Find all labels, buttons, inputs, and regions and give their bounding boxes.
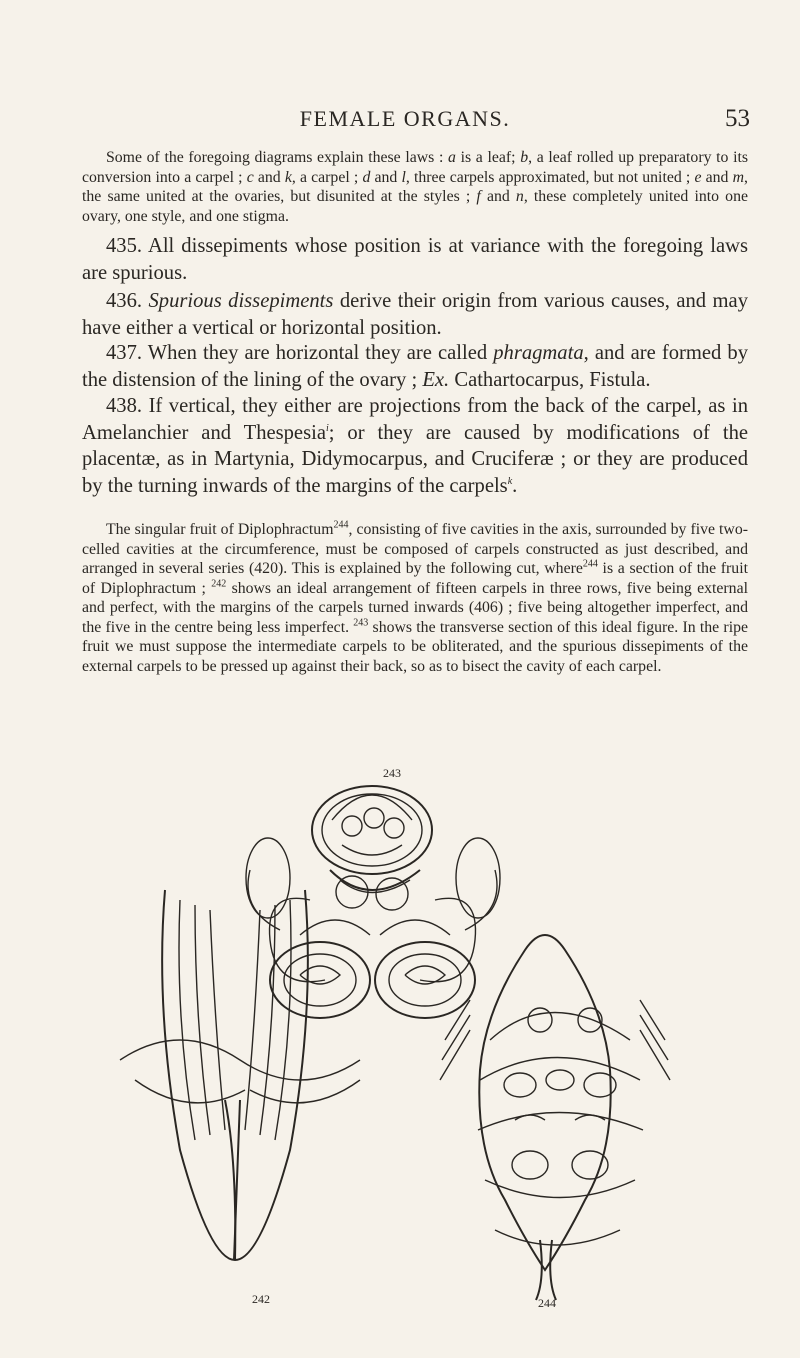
figure-label-243: 243 bbox=[383, 766, 401, 780]
figure-243-section bbox=[246, 786, 500, 1018]
figure-reference: 243 bbox=[353, 617, 369, 629]
page-number: 53 bbox=[725, 105, 750, 132]
intro-text: , three carpels approximated, but not united ; bbox=[405, 168, 695, 186]
paragraph-text: . bbox=[512, 474, 518, 497]
italic-term: Spurious dissepiments bbox=[148, 290, 334, 312]
note-text: is a section of the fruit of Diplophractum ; bbox=[82, 560, 748, 597]
figure-reference: 242 bbox=[211, 578, 227, 590]
figure-label-242: 242 bbox=[252, 1292, 270, 1306]
note-text: shows an ideal arrangement of fifteen carpels in three rows, five being external and perfect, with the margins of the carpels turned inwards (406) ; five being altogether imperfect, and the five in the centre being less imperfect. bbox=[82, 579, 748, 636]
note-text: The singular fruit of Diplophractum bbox=[106, 521, 334, 538]
figure-reference: 244 bbox=[333, 519, 349, 531]
letter-d: d bbox=[362, 168, 371, 186]
footnote-mark: i bbox=[325, 422, 329, 434]
intro-text: , a carpel ; bbox=[291, 168, 363, 186]
letter-n: n bbox=[515, 188, 524, 205]
letter-b: b bbox=[520, 149, 529, 166]
paragraph-text: Cathartocarpus, Fistula. bbox=[449, 368, 651, 391]
intro-text: and bbox=[253, 168, 285, 186]
intro-text: is a leaf; bbox=[455, 149, 521, 166]
figure-label-244: 244 bbox=[538, 1296, 556, 1310]
intro-text: , these completely united into one ovary, one style, and one stigma. bbox=[82, 188, 748, 225]
intro-text: and bbox=[370, 168, 402, 186]
paragraph-number: 436. bbox=[106, 290, 149, 312]
paragraph-text: , and are formed by the distension of the lining of the ovary ; bbox=[82, 342, 748, 391]
letter-m: m bbox=[732, 168, 745, 186]
figure-reference: 244 bbox=[582, 558, 598, 570]
letter-l: l bbox=[401, 168, 406, 186]
italic-term: Ex. bbox=[422, 368, 450, 391]
figure-242-carpels bbox=[120, 890, 360, 1260]
running-title: FEMALE ORGANS. bbox=[299, 106, 511, 131]
letter-c: c bbox=[246, 168, 254, 186]
note-text: , consisting of five cavities in the axis, surrounded by five two-celled cavities at the circumference, must be composed of carpels constructed as just described, and arranged in several series (420). This is explained by the following cut, where bbox=[82, 521, 748, 577]
intro-text: Some of the foregoing diagrams explain these laws : bbox=[106, 149, 449, 166]
footnote-mark: k bbox=[507, 475, 513, 487]
intro-text: and bbox=[480, 188, 516, 205]
intro-text: , a leaf rolled up preparatory to its conversion into a carpel ; bbox=[82, 149, 749, 186]
paragraph-text: 437. When they are horizontal they are called bbox=[106, 342, 494, 364]
intro-text: and bbox=[701, 168, 733, 186]
note-text: shows the transverse section of this ideal figure. In the ripe fruit we must suppose the intermediate carpels to be obliterated, and the spurious dissepiments of the external carpels to be pressed up against their back, so as to bisect the cavity of each carpel. bbox=[82, 618, 748, 675]
paragraph-text: 438. If vertical, they either are projections from the back of the carpel, as in Amelanchier and Thespesia bbox=[82, 395, 748, 444]
letter-a: a bbox=[448, 149, 456, 166]
paragraph-435: 435. All dissepiments whose position is at variance with the foregoing laws are spurious. bbox=[82, 235, 748, 284]
letter-k: k bbox=[284, 168, 292, 186]
letter-e: e bbox=[694, 168, 702, 186]
paragraph-text: derive their origin from various causes, and may have either a vertical or horizontal position. bbox=[82, 290, 748, 339]
italic-term: phragmata bbox=[493, 342, 584, 364]
paragraph-text: ; or they are caused by modifications of the placentæ, as in Martynia, Didymocarpus, and Cruciferæ ; or they are produced by the turning inwards of the margins of the carpels bbox=[82, 421, 749, 497]
intro-text: , the same united at the ovaries, but disunited at the styles ; bbox=[82, 168, 748, 205]
letter-f: f bbox=[476, 188, 481, 205]
